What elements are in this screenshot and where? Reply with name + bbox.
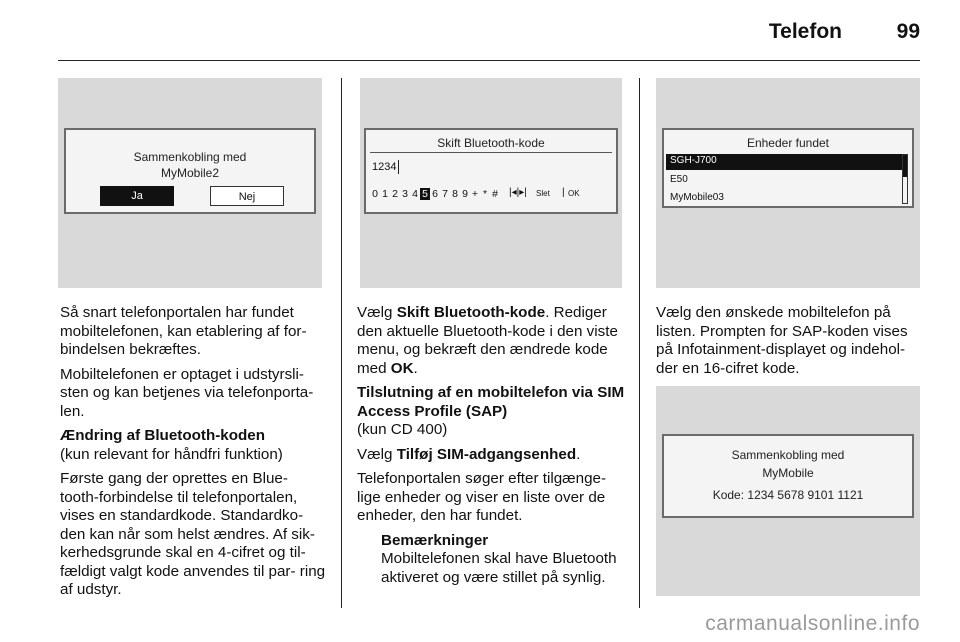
text-cursor (398, 160, 399, 174)
delete-button[interactable]: Slet (536, 189, 550, 198)
sap-device-name: MyMobile (762, 466, 814, 480)
title-divider (370, 152, 612, 153)
section-heading: Tilslutning af en mobiltelefon via SIM Access Profile (SAP) (357, 384, 625, 420)
digit-key[interactable]: 7 (442, 188, 448, 200)
yes-button[interactable]: Ja (100, 186, 174, 206)
scrollbar[interactable] (902, 154, 908, 204)
paragraph (357, 304, 627, 378)
note-block (357, 532, 627, 588)
text: . Rediger den aktuelle Bluetooth-kode i den viste menu, og bekræft den ændrede kode med (357, 304, 618, 377)
paragraph: Første gang der oprettes en Blue- tooth-forbindelse til telefonportalen, vises en standardkode. Standardko- den kan når som helst ændres. Af sik- kerhedsgrunde skal en 4-cifret og til- fældigt valgt kode anvendes til par- ring af udstyr. (60, 470, 326, 598)
text: . (576, 445, 581, 463)
paragraph: Mobiltelefonen er optaget i udstyrsli- sten og kan betjenes via telefonporta- len. (60, 365, 314, 420)
code-entry-value: 1234 (372, 160, 397, 173)
scrollbar-thumb[interactable] (903, 155, 907, 177)
note-text: Mobiltelefonen skal have Bluetooth aktiveret og være stillet på synlig. (381, 550, 617, 586)
lcd-display (662, 434, 914, 518)
page-number: 99 (896, 20, 920, 43)
watermark: carmanualsonline.info (705, 612, 920, 635)
device-list-item[interactable]: E50 (670, 174, 688, 185)
code-screen-title: Skift Bluetooth-kode (437, 136, 545, 150)
digit-key[interactable]: 5 (420, 188, 430, 200)
section-subheading: (kun CD 400) (357, 421, 448, 438)
text: Vælg (357, 304, 397, 321)
pairing-line1: Sammenkobling med (133, 150, 247, 164)
page-title: Telefon (768, 20, 842, 43)
paragraph (357, 446, 627, 465)
digit-key[interactable]: 9 (462, 188, 468, 200)
paragraph: Så snart telefonportalen har fundet mobiltelefonen, kan etablering af for- bindelsen bekræftes. (60, 304, 307, 358)
page-header (0, 0, 960, 62)
code-entry-field[interactable] (372, 160, 399, 174)
paragraph: Vælg den ønskede mobiltelefon på listen. Prompten for SAP-koden vises på Infotainment-displayet og indehol- der en 16-cifret kode. (656, 304, 908, 377)
lcd-display (364, 128, 618, 214)
digit-key[interactable]: 4 (412, 188, 418, 200)
digit-key[interactable]: * (482, 188, 488, 200)
screen-change-bluetooth-code (360, 78, 622, 288)
screen-pairing-confirm (58, 78, 322, 288)
devices-screen-title: Enheder fundet (746, 136, 830, 150)
pairing-device-name: MyMobile2 (160, 166, 220, 180)
digit-key[interactable]: 3 (402, 188, 408, 200)
digit-key[interactable]: + (471, 188, 479, 200)
ok-button[interactable]: OK (568, 189, 580, 198)
text-column-1 (60, 304, 328, 606)
menu-item-ref: Tilføj SIM-adgangsenhed (396, 445, 577, 463)
lcd-display (662, 128, 914, 208)
no-button[interactable]: Nej (210, 186, 284, 206)
screen-devices-found (656, 78, 920, 288)
menu-item-ref: Skift Bluetooth-kode (396, 304, 546, 321)
screen-sap-code (656, 386, 920, 596)
note-title: Bemærkninger (381, 531, 489, 549)
device-list-item[interactable]: SGH-J700 (670, 155, 717, 166)
section-subheading: (kun relevant for håndfri funktion) (60, 445, 283, 463)
digit-key[interactable]: 6 (432, 188, 438, 200)
device-list-item[interactable]: MyMobile03 (670, 192, 724, 203)
ok-divider: | (562, 187, 565, 198)
digit-key[interactable]: 2 (392, 188, 398, 200)
column-divider-1 (341, 78, 342, 608)
digit-key[interactable]: # (492, 188, 498, 200)
sap-code: Kode: 1234 5678 9101 1121 (712, 488, 864, 502)
lcd-display (64, 128, 316, 214)
header-rule (58, 60, 920, 61)
text: Vælg (357, 445, 397, 463)
text-column-3 (656, 304, 922, 384)
sap-pairing-line1: Sammenkobling med (731, 448, 845, 462)
ok-ref: OK (390, 359, 414, 377)
column-divider-2 (639, 78, 640, 608)
digit-row (370, 188, 500, 200)
digit-key[interactable]: 8 (452, 188, 458, 200)
paragraph: Telefonportalen søger efter tilgænge- lige enheder og viser en liste over de enheder, den har fundet. (357, 470, 607, 524)
digit-key[interactable]: 1 (382, 188, 388, 200)
digit-key[interactable]: 0 (372, 188, 378, 200)
text: . (413, 359, 418, 377)
cursor-arrows[interactable]: |◂|▸| (509, 187, 527, 198)
text-column-2 (357, 304, 627, 593)
section-heading: Ændring af Bluetooth-koden (60, 427, 266, 444)
